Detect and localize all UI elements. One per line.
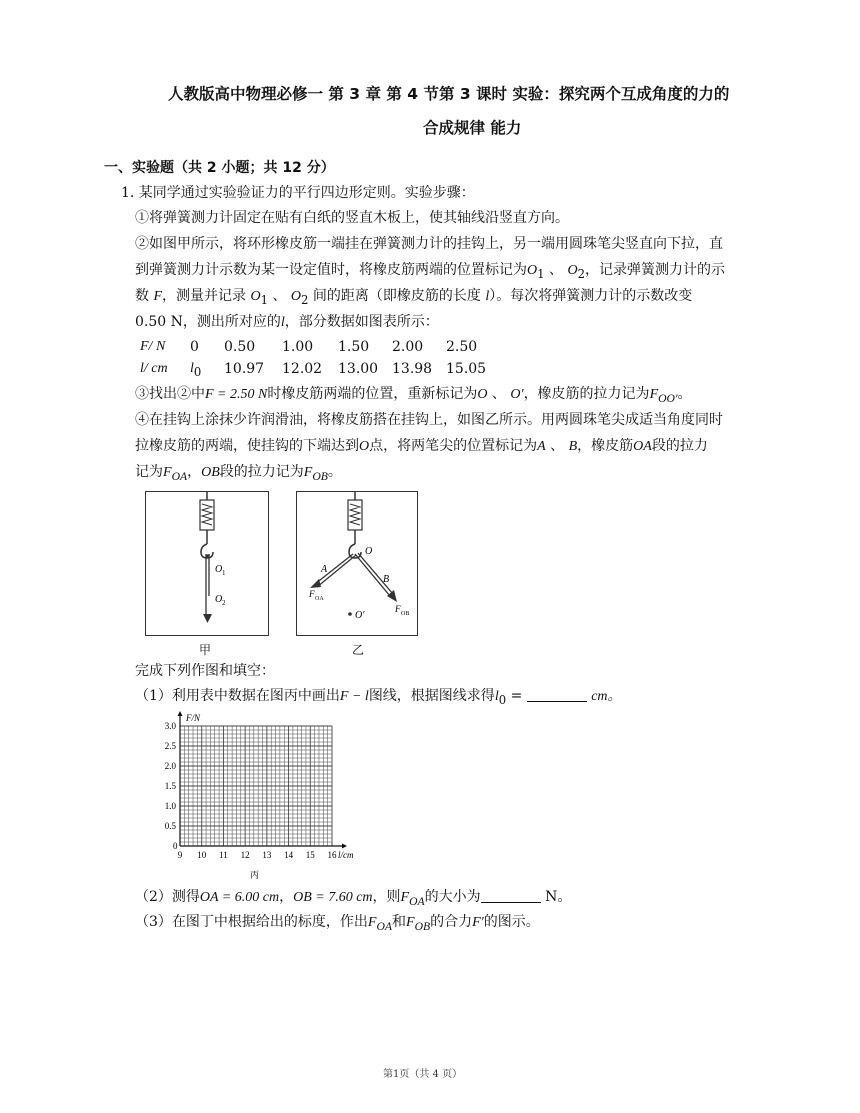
sub: 2 bbox=[577, 266, 585, 281]
data-table bbox=[140, 336, 496, 380]
sep: 、 bbox=[268, 288, 291, 304]
symbol-o: O bbox=[477, 387, 488, 402]
symbol-f: F bbox=[649, 387, 659, 402]
symbol-o2: O bbox=[290, 289, 302, 304]
table-cell: 1.50 bbox=[338, 339, 370, 355]
y-ticks bbox=[165, 721, 177, 831]
x-tick-label: 14 bbox=[284, 850, 294, 860]
text: 和 bbox=[392, 914, 407, 930]
label-o-prime: O′ bbox=[355, 610, 365, 621]
text: ， bbox=[279, 889, 294, 905]
q1-intro: 1. 某同学通过实验验证力的平行四边形定则。实验步骤： bbox=[121, 185, 475, 201]
text: 拉橡皮筋的两端，使挂钩的下端达到 bbox=[135, 438, 359, 454]
q1-step4-b bbox=[135, 436, 708, 457]
symbol-f: F bbox=[153, 289, 163, 304]
table-cell: 2.00 bbox=[392, 339, 424, 355]
text: 段的拉力 bbox=[651, 438, 708, 454]
page-title-line2: 合成规律 能力 bbox=[423, 119, 522, 137]
symbol-l: l bbox=[494, 689, 499, 704]
grid-chart bbox=[150, 710, 354, 882]
section-heading: 一、实验题（共 2 小题；共 12 分） bbox=[104, 160, 335, 176]
sub: OO′ bbox=[658, 391, 678, 405]
sub: 0 bbox=[193, 364, 202, 379]
label-a: A bbox=[321, 564, 328, 575]
q1-step4-c bbox=[135, 462, 342, 487]
symbol-o2: O bbox=[567, 263, 578, 278]
label-b: B bbox=[383, 574, 390, 585]
text: （3）在图丁中根据给出的标度，作出 bbox=[135, 914, 368, 930]
symbol-f: F bbox=[367, 915, 377, 930]
symbol-l: l bbox=[485, 289, 490, 304]
text: ，部分数据如图表所示： bbox=[284, 314, 439, 330]
symbol-o-prime: O′ bbox=[510, 387, 524, 402]
symbol-o1: O bbox=[527, 263, 538, 278]
sub: OA bbox=[409, 894, 425, 908]
sub: 0 bbox=[498, 692, 507, 707]
table-cell: 2.50 bbox=[446, 339, 478, 355]
table-cell: 1.00 bbox=[282, 339, 314, 355]
symbol-oa: OA bbox=[633, 439, 652, 454]
text: ，橡皮筋 bbox=[577, 438, 634, 454]
text: ，记录弹簧测力计的示 bbox=[585, 262, 725, 278]
symbol-o: O bbox=[359, 439, 370, 454]
symbol-f: F bbox=[303, 465, 313, 480]
figure-yi-drawing bbox=[297, 492, 417, 635]
table-row bbox=[140, 336, 496, 358]
unit: N。 bbox=[545, 889, 572, 905]
symbol-a: A bbox=[537, 439, 546, 454]
text: 时橡皮筋两端的位置，重新标记为 bbox=[267, 386, 478, 402]
text: ， bbox=[187, 464, 202, 480]
text: ③找出②中 bbox=[135, 386, 205, 402]
y-tick-label: 0.5 bbox=[164, 821, 176, 831]
label-foa: F bbox=[309, 589, 315, 599]
y-axis-arrow bbox=[178, 711, 183, 716]
symbol-oa: OA = 6.00 cm bbox=[199, 890, 280, 905]
text: ）。每次将弹簧测力计的示数改变 bbox=[489, 288, 693, 304]
q1-step4-a: ④在挂钩上涂抹少许润滑油，将橡皮筋搭在挂钩上，如图乙所示。用两圆珠笔尖成适当角度同时 bbox=[135, 412, 723, 428]
text: （1）利用表中数据在图丙中画出 bbox=[135, 688, 340, 704]
y-tick-label: 2.0 bbox=[164, 761, 176, 771]
text: 的大小为 bbox=[424, 889, 481, 905]
q1-complete: 完成下列作图和填空： bbox=[135, 663, 275, 679]
x-tick-label: 11 bbox=[219, 850, 228, 860]
row-label: F/ N bbox=[140, 339, 166, 354]
text: 图线，根据图线求得 bbox=[368, 688, 495, 704]
text: 0.50 N，测出所对应的 bbox=[135, 314, 281, 330]
y-tick-label: 3.0 bbox=[164, 721, 176, 731]
y-tick-label: 2.5 bbox=[164, 741, 176, 751]
symbol-l: l bbox=[280, 315, 285, 330]
answer-blank[interactable] bbox=[527, 687, 587, 702]
text: 到弹簧测力计示数为某一设定值时，将橡皮筋两端的位置标记为 bbox=[135, 262, 527, 278]
text: （2）测得 bbox=[135, 889, 200, 905]
sub: 2 bbox=[301, 292, 309, 307]
sep: 、 bbox=[545, 438, 569, 454]
text: 的图示。 bbox=[483, 914, 540, 930]
sub: 1 bbox=[260, 292, 269, 307]
symbol-f-prime: F′ bbox=[472, 915, 484, 930]
table-cell: 13.98 bbox=[392, 361, 433, 377]
symbol-ob: OB bbox=[201, 465, 220, 480]
page-title-line1: 人教版高中物理必修一 第 3 章 第 4 节第 3 课时 实验：探究两个互成角度的力的 bbox=[168, 85, 730, 103]
q1-step3 bbox=[135, 384, 692, 409]
x-tick-label: 13 bbox=[262, 850, 272, 860]
label-o1: O bbox=[215, 564, 223, 575]
text: 记为 bbox=[135, 464, 163, 480]
text: 间的距离（即橡皮筋的长度 bbox=[312, 288, 481, 304]
y-tick-label: 1.5 bbox=[164, 781, 176, 791]
sub: OA bbox=[171, 469, 188, 483]
q1-sub3 bbox=[135, 912, 540, 937]
text: 数 bbox=[135, 288, 149, 304]
symbol-f: F bbox=[400, 890, 410, 905]
symbol-f: F bbox=[163, 465, 172, 480]
label-foa-sub: OA bbox=[315, 596, 324, 602]
sub: OA bbox=[376, 919, 393, 933]
text: 的合力 bbox=[430, 914, 473, 930]
label-o: O bbox=[365, 546, 373, 557]
q1-step2-c bbox=[135, 286, 692, 310]
symbol-l: l bbox=[190, 360, 194, 376]
q1-sub2 bbox=[135, 887, 571, 912]
table-cell: 10.97 bbox=[224, 361, 265, 377]
sub: OB bbox=[312, 469, 328, 483]
table-cell: 15.05 bbox=[446, 361, 487, 377]
text: 。 bbox=[677, 386, 692, 402]
text: 。 bbox=[327, 464, 342, 480]
table-cell: 13.00 bbox=[338, 361, 379, 377]
label-o2: O bbox=[215, 594, 223, 605]
figure-yi bbox=[296, 491, 418, 636]
figure-jia-drawing bbox=[146, 492, 268, 635]
answer-blank[interactable] bbox=[481, 888, 541, 903]
symbol-ob: OB = 7.60 cm bbox=[293, 890, 373, 905]
q1-step2-a: ②如图甲所示，将环形橡皮筋一端挂在弹簧测力计的挂钩上，另一端用圆珠笔尖竖直向下拉，直 bbox=[135, 236, 723, 252]
label-o1-sub: 1 bbox=[222, 569, 226, 577]
text: ，橡皮筋的拉力记为 bbox=[523, 386, 650, 402]
label-fob: F bbox=[395, 604, 401, 614]
text: 段的拉力记为 bbox=[219, 464, 304, 480]
unit: cm。 bbox=[591, 689, 622, 704]
q1-step2-d bbox=[135, 312, 439, 333]
point-o-prime bbox=[348, 612, 352, 616]
row-label: l/ cm bbox=[140, 361, 168, 376]
q1-step1: ①将弹簧测力计固定在贴有白纸的竖直木板上，使其轴线沿竖直方向。 bbox=[135, 210, 569, 226]
y-tick-label: 1.0 bbox=[164, 801, 176, 811]
sub: 1 bbox=[537, 266, 545, 281]
table-cell: 0 bbox=[190, 339, 199, 355]
sub: OB bbox=[414, 919, 431, 933]
x-tick-label: 9 bbox=[177, 850, 183, 860]
label-fob-sub: OB bbox=[401, 611, 410, 617]
symbol-b: B bbox=[568, 439, 578, 454]
figure-jia bbox=[145, 491, 269, 636]
equation: F = 2.50 N bbox=[205, 387, 268, 402]
figure-jia-label: 甲 bbox=[199, 643, 212, 657]
x-tick-label: 15 bbox=[305, 850, 315, 860]
symbol-f-l: F − l bbox=[339, 689, 369, 704]
sep: 、 bbox=[544, 262, 568, 278]
axes bbox=[178, 711, 348, 849]
x-tick-label: 10 bbox=[197, 850, 207, 860]
text: 点，将两笔尖的位置标记为 bbox=[369, 438, 538, 454]
text: ，则 bbox=[372, 889, 401, 905]
q1-sub1 bbox=[135, 686, 622, 710]
x-axis-arrow bbox=[342, 844, 347, 849]
chart-caption: 丙 bbox=[250, 870, 260, 880]
x-tick-label: 12 bbox=[240, 850, 250, 860]
table-cell bbox=[190, 358, 224, 380]
grid-lines bbox=[180, 726, 332, 846]
sep: 、 bbox=[487, 386, 511, 402]
table-cell: 12.02 bbox=[282, 361, 323, 377]
page-footer: 第1页（共 4 页） bbox=[383, 1069, 463, 1080]
x-tick-label: 16 bbox=[327, 850, 337, 860]
label-o2-sub: 2 bbox=[222, 599, 226, 607]
x-ticks bbox=[178, 850, 337, 860]
y-axis-label: F/N bbox=[186, 713, 201, 723]
text: ，测量并记录 bbox=[162, 288, 247, 304]
text: = bbox=[506, 688, 527, 704]
origin-label: 0 bbox=[173, 841, 178, 851]
symbol-f: F bbox=[406, 915, 415, 930]
figure-yi-label: 乙 bbox=[352, 643, 365, 657]
table-row bbox=[140, 358, 496, 380]
symbol-o1: O bbox=[250, 289, 261, 304]
q1-step2-b bbox=[135, 260, 725, 284]
table-cell: 0.50 bbox=[224, 339, 256, 355]
x-axis-label: l/cm bbox=[338, 850, 354, 860]
